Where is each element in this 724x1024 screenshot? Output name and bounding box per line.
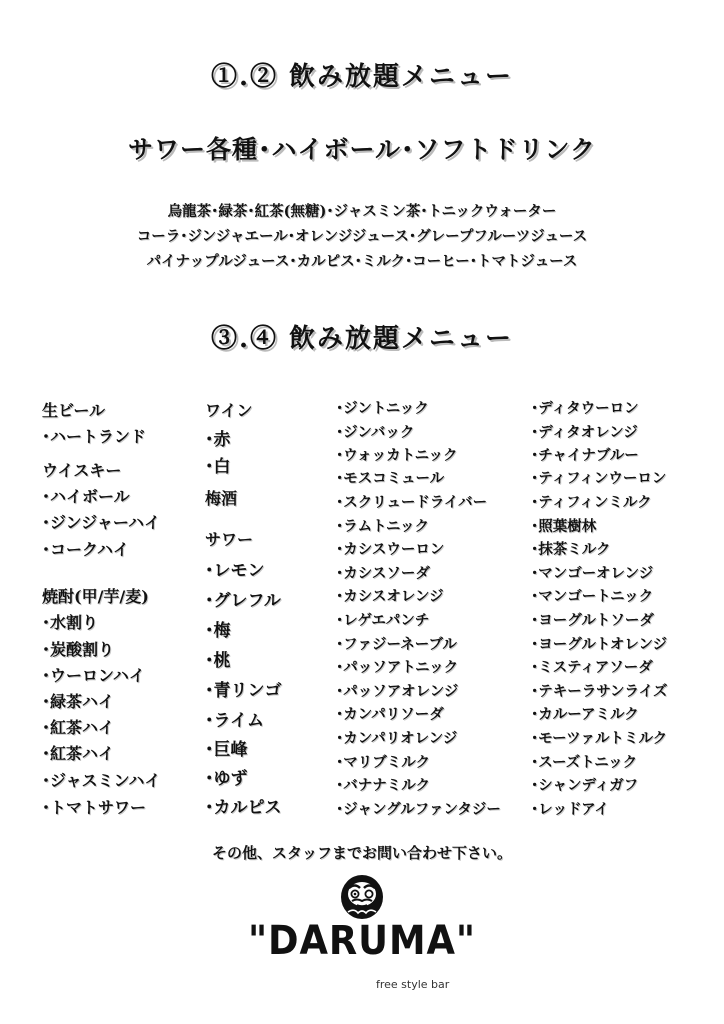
category-heading: サワー (205, 530, 254, 549)
menu-item: ･紅茶ハイ (42, 718, 115, 737)
menu-item: ･マンゴーオレンジ (531, 565, 654, 582)
menu-item: ･青リンゴ (205, 681, 282, 701)
menu-item: ･テキーラサンライズ (531, 683, 668, 700)
menu-item: ･レッドアイ (531, 801, 609, 818)
menu-item: ･モスコミュール (336, 470, 445, 487)
menu-item: ･マリブミルク (336, 754, 430, 771)
menu-12-title: ①.② 飲み放題メニュー (210, 62, 514, 92)
menu-34-title: ③.④ 飲み放題メニュー (210, 324, 514, 354)
daruma-logo-text: "DARUMA" (247, 918, 477, 964)
menu-item: ･ウォッカトニック (336, 447, 458, 464)
menu-item: ･マンゴートニック (531, 588, 654, 605)
menu-item: ･パッソアオレンジ (336, 683, 459, 700)
menu-item: ･ジャングルファンタジー (336, 801, 501, 818)
menu-item: ･ミスティアソーダ (531, 659, 653, 676)
menu-item: ･カシスウーロン (336, 541, 445, 558)
menu-item: ･ヨーグルトオレンジ (531, 636, 668, 653)
daruma-icon (338, 870, 386, 920)
menu-item: ･カルピス (205, 798, 282, 818)
menu-item: ･カンパリソーダ (336, 706, 444, 723)
menu-item: ･コークハイ (42, 540, 130, 559)
menu-item: ･緑茶ハイ (42, 692, 115, 711)
menu-item: ･パッソアトニック (336, 659, 459, 676)
menu-item: ･グレフル (205, 591, 281, 611)
category-heading: 焼酎(甲/芋/麦) (42, 587, 149, 606)
staff-inquiry-note: その他、スタッフまでお問い合わせ下さい。 (211, 844, 512, 862)
soft-drink-line: 烏龍茶･緑茶･紅茶(無糖)･ジャスミン茶･トニックウォーター (167, 203, 557, 220)
menu-item: ･レゲエパンチ (336, 612, 430, 629)
menu-item: ･カルーアミルク (531, 706, 639, 723)
menu-item: ･ティフィンミルク (531, 494, 652, 511)
menu-item: ･桃 (205, 651, 231, 671)
menu-item: ･ファジーネーブル (336, 636, 457, 653)
menu-item: ･ディタオレンジ (531, 424, 638, 441)
menu-item: ･赤 (205, 430, 231, 450)
menu-12-subtitle: サワー各種･ハイボール･ソフトドリンク (127, 135, 596, 164)
soft-drink-line: コーラ･ジンジャエール･オレンジジュース･グレープフルーツジュース (136, 228, 588, 245)
menu-item: ･スクリュードライバー (336, 494, 488, 511)
menu-item: ･ジンバック (336, 424, 415, 441)
menu-item: ･白 (205, 457, 231, 477)
menu-item: ･レモン (205, 561, 265, 581)
category-heading: 梅酒 (205, 489, 238, 508)
menu-item: ･チャイナブルー (531, 447, 639, 464)
menu-item: ･ティフィンウーロン (531, 470, 667, 487)
menu-item: ･モーツァルトミルク (531, 730, 668, 747)
menu-item: ･梅 (205, 621, 231, 641)
menu-item: ･カシスソーダ (336, 565, 430, 582)
menu-item: ･水割り (42, 613, 99, 632)
menu-item: ･ラムトニック (336, 518, 429, 535)
menu-item: ･炭酸割り (42, 640, 115, 659)
menu-item: ･カンパリオレンジ (336, 730, 458, 747)
menu-item: ･照葉樹林 (531, 518, 597, 535)
menu-item: ･ライム (205, 711, 264, 731)
menu-item: ･ウーロンハイ (42, 666, 145, 685)
menu-item: ･ハートランド (42, 427, 147, 446)
menu-item: ･ジントニック (336, 400, 429, 417)
menu-item: ･巨峰 (205, 740, 248, 760)
menu-item: ･バナナミルク (336, 777, 430, 794)
menu-item: ･スーズトニック (531, 754, 638, 771)
menu-item: ･カシスオレンジ (336, 588, 444, 605)
menu-item: ･シャンディガフ (531, 777, 639, 794)
soft-drink-line: パイナップルジュース･カルピス･ミルク･コーヒー･トマトジュース (146, 253, 578, 270)
category-heading: 生ビール (42, 401, 106, 420)
menu-item: ･ジャスミンハイ (42, 771, 161, 790)
menu-item: ･ヨーグルトソーダ (531, 612, 654, 629)
logo-subtitle: free style bar (376, 978, 450, 991)
menu-item: ･ゆず (205, 769, 248, 789)
category-heading: ワイン (205, 401, 253, 420)
menu-item: ･ハイボール (42, 487, 130, 506)
category-heading: ウイスキー (42, 461, 122, 480)
menu-item: ･抹茶ミルク (531, 541, 611, 558)
menu-item: ･ジンジャーハイ (42, 513, 161, 532)
menu-item: ･紅茶ハイ (42, 744, 115, 763)
menu-item: ･ディタウーロン (531, 400, 639, 417)
menu-item: ･トマトサワー (42, 798, 147, 817)
